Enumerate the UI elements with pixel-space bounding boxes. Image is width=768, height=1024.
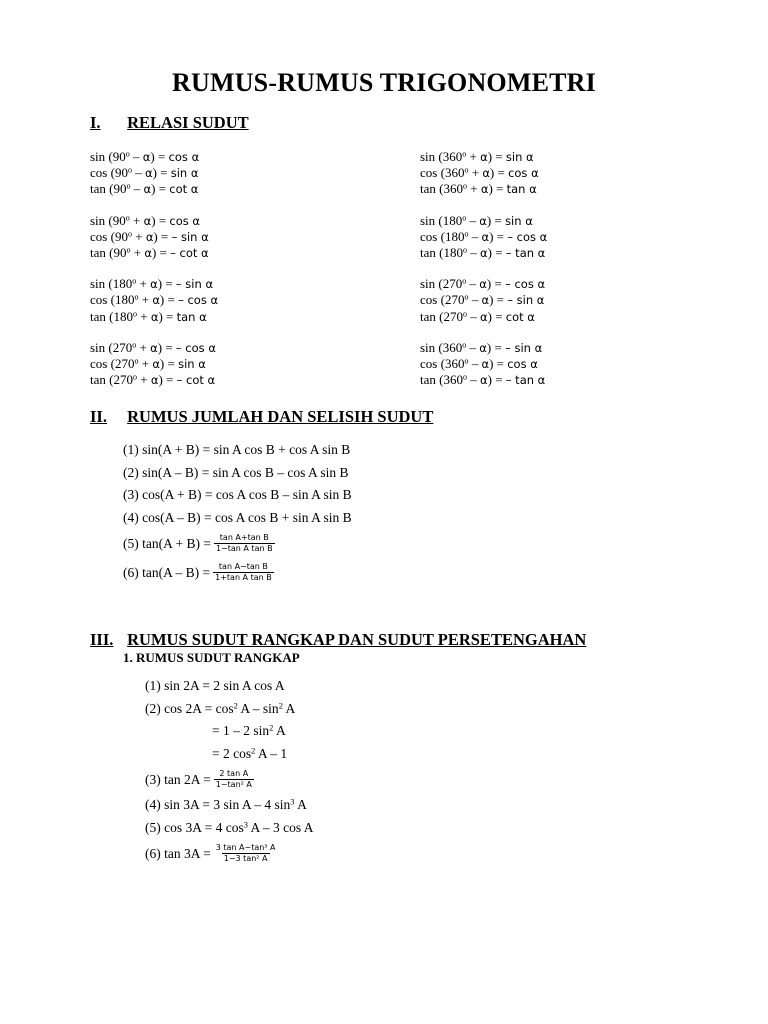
identity-line: tan (360$^o$ – α) = – tan α <box>420 372 546 388</box>
formula-sin-2a: (1) sin 2A = 2 sin A cos A <box>145 678 285 693</box>
identity-line: sin (360$^o$ + α) = sin α <box>420 149 534 164</box>
identity-line: tan (90$^o$ + α) = – cot α <box>90 245 209 261</box>
identity-group <box>90 276 218 325</box>
formula-sin-3a: (4) sin 3A = 3 sin A – 4 $\sin^3 A$ <box>145 797 307 812</box>
formula-tan-diff <box>123 558 352 587</box>
formula-sin-diff: (2) sin(A – B) = sin A cos B – cos A sin B <box>123 464 349 480</box>
formula-cos-2a-alt2: = 2 $\cos^2 A - 1$ <box>212 745 288 761</box>
section-heading-relasi-sudut <box>90 113 249 133</box>
section-number: I. <box>90 113 101 132</box>
formula-tan-2a <box>145 765 314 794</box>
identity-line: cos (360$^o$ – α) = cos α <box>420 356 538 372</box>
identity-line: tan (270$^o$ – α) = cot α <box>420 308 535 324</box>
section-title: RELASI SUDUT <box>127 113 249 132</box>
identity-group <box>420 340 547 389</box>
identity-line: tan (90$^o$ – α) = cot α <box>90 181 199 197</box>
denominator: 1−3 tan² A <box>223 854 268 863</box>
section-heading-jumlah-selisih <box>90 407 433 427</box>
formula-lhs: (6) tan(A – B) = <box>123 564 211 580</box>
relasi-column-right <box>420 149 547 403</box>
fraction <box>214 533 275 554</box>
formula-cos-diff: (4) cos(A – B) = cos A cos B + sin A sin B <box>123 509 352 525</box>
identity-line: sin (360$^o$ – α) = – sin α <box>420 339 543 355</box>
identity-group <box>90 340 218 389</box>
numerator: tan A−tan B <box>218 562 268 571</box>
formula-lhs: (6) tan 3A = <box>145 845 211 861</box>
section-title: RUMUS JUMLAH DAN SELISIH SUDUT <box>127 407 434 426</box>
identity-line: tan (180$^o$ – α) = – tan α <box>420 245 546 261</box>
denominator: 1−tan A tan B <box>215 544 273 553</box>
fraction <box>214 843 278 864</box>
identity-line: sin (90$^o$ – α) = cos α <box>90 149 200 164</box>
denominator: 1−tan² A <box>215 780 252 789</box>
identity-group <box>420 149 547 198</box>
identity-line: sin (270$^o$ + α) = – cos α <box>90 339 216 355</box>
formula-cos-3a: (5) cos 3A = 4 $\cos^3 A - 3$ cos A <box>145 819 314 835</box>
identity-line: cos (90$^o$ – α) = sin α <box>90 165 199 181</box>
formula-cos-2a: (2) $\cos 2A = \cos^2 A - \sin^2 A$ <box>145 700 296 716</box>
formula-sin-sum: (1) sin(A + B) = sin A cos B + cos A sin B <box>123 442 351 457</box>
fraction <box>213 562 274 583</box>
identity-line: cos (270$^o$ + α) = sin α <box>90 356 206 372</box>
formula-cos-sum: (3) cos(A + B) = cos A cos B – sin A sin B <box>123 487 352 502</box>
identity-line: sin (270$^o$ – α) = – cos α <box>420 276 546 292</box>
identity-line: sin (90$^o$ + α) = cos α <box>90 212 200 228</box>
fraction <box>214 769 254 790</box>
formula-tan-3a <box>145 839 314 868</box>
identity-group <box>420 213 547 262</box>
section-number: III. <box>90 630 114 649</box>
identity-group <box>420 276 547 325</box>
identity-line: sin (180$^o$ + α) = – sin α <box>90 276 214 292</box>
sum-difference-formulas <box>123 439 352 587</box>
identity-line: sin (180$^o$ – α) = sin α <box>420 212 533 228</box>
formula-cos-2a-alt1: = 1 – 2 $\sin^2 A$ <box>212 723 286 738</box>
identity-line: tan (180$^o$ + α) = tan α <box>90 308 207 324</box>
relasi-column-left <box>90 149 218 403</box>
formula-tan-sum <box>123 529 352 558</box>
identity-line: cos (180$^o$ – α) = – cos α <box>420 228 548 244</box>
identity-line: cos (180$^o$ + α) = – cos α <box>90 292 219 308</box>
double-angle-formulas <box>145 675 314 868</box>
identity-line: cos (90$^o$ + α) = – sin α <box>90 228 209 244</box>
identity-line: tan (360$^o$ + α) = tan α <box>420 181 537 197</box>
section-heading-rangkap <box>90 630 586 650</box>
identity-line: cos (360$^o$ + α) = cos α <box>420 165 539 181</box>
identity-group <box>90 149 218 198</box>
identity-line: cos (270$^o$ – α) = – sin α <box>420 292 545 308</box>
numerator: 3 tan A−tan³ A <box>215 843 276 852</box>
denominator: 1+tan A tan B <box>215 573 272 582</box>
numerator: tan A+tan B <box>219 533 269 542</box>
formula-lhs: (3) tan 2A = <box>145 771 211 787</box>
section-number: II. <box>90 407 107 426</box>
identity-group <box>90 213 218 262</box>
subsection-heading-sudut-rangkap: 1. RUMUS SUDUT RANGKAP <box>123 650 300 665</box>
identity-line: tan (270$^o$ + α) = – cot α <box>90 372 216 388</box>
formula-lhs: (5) tan(A + B) = <box>123 535 211 551</box>
numerator: 2 tan A <box>219 769 249 778</box>
page-title: RUMUS-RUMUS TRIGONOMETRI <box>172 68 596 97</box>
section-title: RUMUS SUDUT RANGKAP DAN SUDUT PERSETENGAHAN <box>127 630 587 649</box>
